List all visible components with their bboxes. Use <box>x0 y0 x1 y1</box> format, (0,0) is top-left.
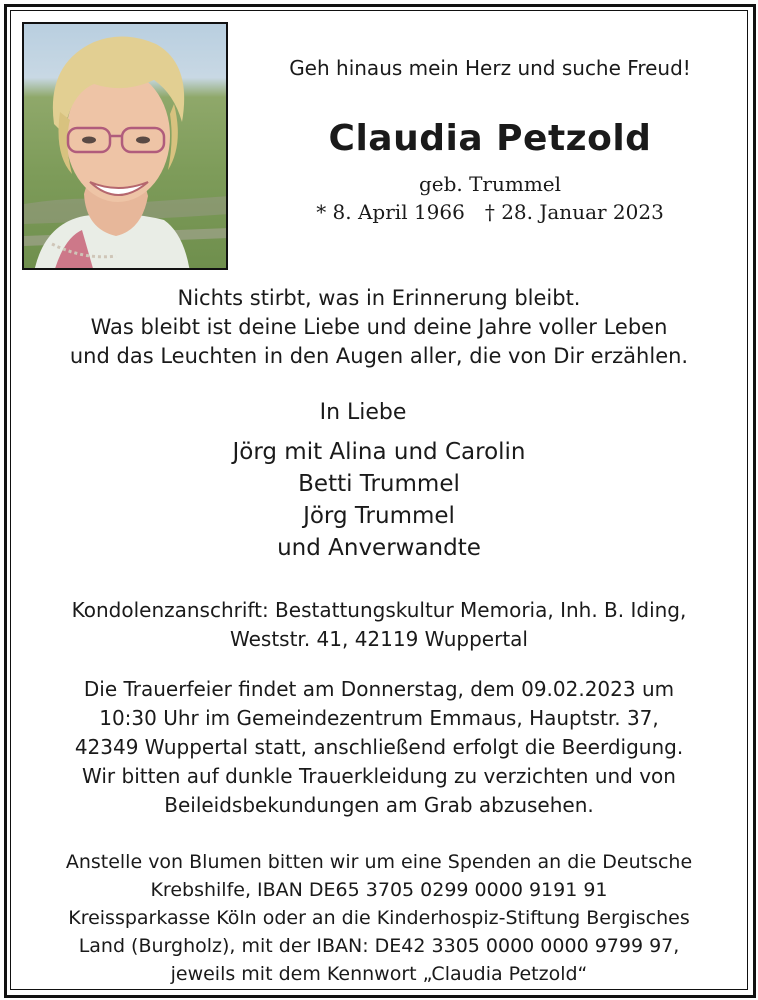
donation-line: Krebshilfe, IBAN DE65 3705 0299 0000 9191 91 <box>150 879 608 901</box>
birth-name: geb. Trummel <box>418 172 562 196</box>
funeral-ceremony-info <box>20 675 738 820</box>
mourner-line: Jörg Trummel <box>303 503 455 529</box>
donation-line: Kreissparkasse Köln oder an die Kinderhospiz-Stiftung Bergisches <box>68 907 690 929</box>
portrait-illustration <box>24 24 228 270</box>
deceased-name: Claudia Petzold <box>328 118 652 159</box>
birth-date: * 8. April 1966 <box>316 200 465 224</box>
donation-line: Land (Burgholz), mit der IBAN: DE42 3305 0000 0000 9799 97, <box>78 935 680 957</box>
in-love-heading <box>20 400 738 425</box>
mourner-line: Jörg mit Alina und Carolin <box>232 439 526 465</box>
donation-line: Anstelle von Blumen bitten wir um eine Spenden an die Deutsche <box>65 851 693 873</box>
quote-line: Was bleibt ist deine Liebe und deine Jahre voller Leben <box>90 315 668 339</box>
life-dates <box>250 200 730 224</box>
donation-line: jeweils mit dem Kennwort „Claudia Petzold“ <box>170 963 588 985</box>
ceremony-line: Wir bitten auf dunkle Trauerkleidung zu verzichten und von <box>82 764 676 788</box>
ceremony-line: Die Trauerfeier findet am Donnerstag, dem 09.02.2023 um <box>83 677 675 701</box>
death-date: † 28. Januar 2023 <box>484 200 664 224</box>
in-love-text: In Liebe <box>319 400 407 425</box>
address-line: Weststr. 41, 42119 Wuppertal <box>230 627 528 651</box>
quote-line: und das Leuchten in den Augen aller, die von Dir erzählen. <box>69 344 689 368</box>
condolence-address <box>20 596 738 654</box>
mourner-line: und Anverwandte <box>277 535 481 561</box>
mourners-list <box>20 436 738 564</box>
mourner-line: Betti Trummel <box>298 471 460 497</box>
donation-info <box>20 848 738 988</box>
address-line: Kondolenzanschrift: Bestattungskultur Memoria, Inh. B. Iding, <box>71 598 687 622</box>
ceremony-line: 10:30 Uhr im Gemeindezentrum Emmaus, Hauptstr. 37, <box>99 706 659 730</box>
ceremony-line: Beileidsbekundungen am Grab abzusehen. <box>164 793 594 817</box>
motto: Geh hinaus mein Herz und suche Freud! <box>289 56 691 80</box>
memorial-quote <box>20 284 738 371</box>
portrait-photo <box>22 22 228 270</box>
quote-line: Nichts stirbt, was in Erinnerung bleibt. <box>177 286 581 310</box>
ceremony-line: 42349 Wuppertal statt, anschließend erfolgt die Beerdigung. <box>74 735 684 759</box>
